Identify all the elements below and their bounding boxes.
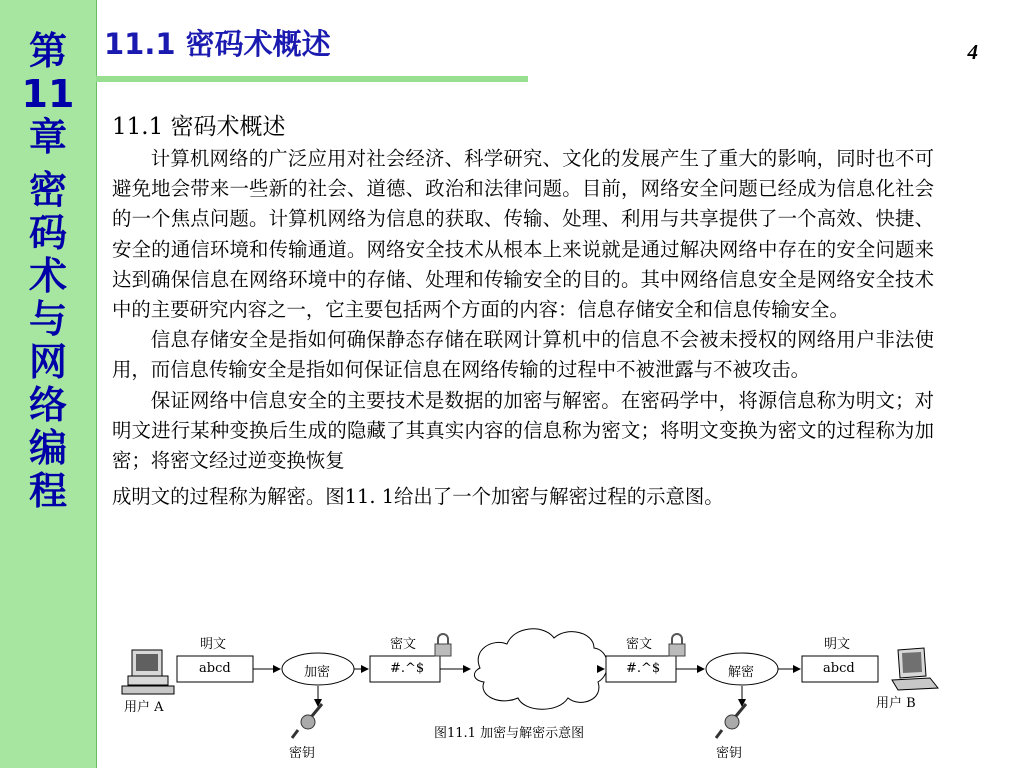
chapter-char: 编 [28,426,67,470]
computer-a-icon [122,650,174,694]
lock-icon [435,634,451,656]
ciphertext-right-label: 密文 [626,637,653,652]
chapter-char: 络 [28,383,67,427]
plaintext-left-label: 明文 [200,637,227,652]
paragraph: 信息存储安全是指如何确保静态存储在联网计算机中的信息不会被未授权的网络用户非法使用，而信息传输安全是指如何保证信息在网络传输的过程中不被泄露与不被攻击。 [112,328,934,382]
title-underline [96,76,528,82]
ciphertext-left-label: 密文 [390,637,417,652]
chapter-char: 第 [28,29,67,73]
paragraph: 成明文的过程称为解密。图11. 1给出了一个加密与解密过程的示意图。 [112,485,724,509]
body-text [112,144,934,512]
key-right-label: 密钥 [716,746,743,761]
encrypt-label: 加密 [304,665,331,680]
encryption-diagram [112,620,942,768]
network-cloud-icon [474,629,607,709]
chapter-char: 程 [28,469,67,513]
section-heading: 11.1 密码术概述 [112,114,286,140]
chapter-char: 码 [28,211,67,255]
plaintext-right-value: abcd [823,661,855,676]
chapter-char: 11 [21,72,75,116]
user-b-label: 用户 B [876,696,916,711]
chapter-char: 术 [28,254,67,298]
key-icon-left [292,686,322,738]
chapter-char: 网 [28,340,67,384]
key-left-label: 密钥 [289,746,316,761]
chapter-char: 密 [28,168,67,212]
decrypt-label: 解密 [728,665,755,680]
slide-title: 11.1 密码术概述 [104,27,331,61]
ciphertext-right-value: #.^$ [626,661,661,676]
diagram-graphics [112,620,942,768]
chapter-char: 章 [28,115,67,159]
lock-icon [669,634,685,656]
user-a-label: 用户 A [124,700,164,715]
plaintext-right-label: 明文 [824,637,851,652]
chapter-sidebar [0,0,97,768]
chapter-title-vertical [0,30,96,513]
paragraph: 保证网络中信息安全的主要技术是数据的加密与解密。在密码学中，将源信息称为明文；对明文进行某种变换后生成的隐藏了其真实内容的信息称为密文；将明文变换为密文的过程称为加密；将密文经过逆变换恢复 [112,388,934,473]
ciphertext-left-value: #.^$ [390,661,425,676]
plaintext-left-value: abcd [199,661,231,676]
page-number: 4 [967,40,978,64]
laptop-b-icon [892,648,938,690]
key-icon-right [716,686,746,738]
chapter-char: 与 [28,297,67,341]
figure-caption: 图11.1 加密与解密示意图 [434,726,585,741]
paragraph: 计算机网络的广泛应用对社会经济、科学研究、文化的发展产生了重大的影响，同时也不可避免地会带来一些新的社会、道德、政治和法律问题。目前，网络安全问题已经成为信息化社会的一个焦点问题。计算机网络为信息的获取、传输、处理、利用与共享提供了一个高效、快捷、安全的通信环境和传输通道。网络安全技术从根本上来说就是通过解决网络中存在的安全问题来达到确保信息在网络环境中的存储、处理和传输安全的目的。其中网络信息安全是网络安全技术中的主要研究内容之一，它主要包括两个方面的内容：信息存储安全和信息传输安全。 [112,147,934,322]
